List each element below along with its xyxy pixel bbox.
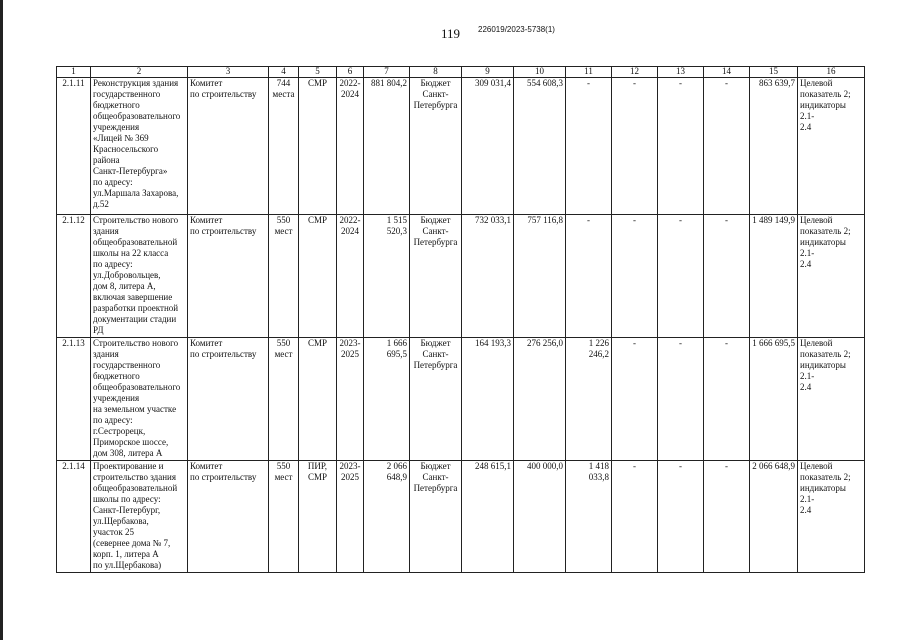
object-name: Проектирование и строительство здания общеобразовательной школы по адресу: Санкт-Петербург, ул.Щербакова, участок 25 (севернее дома № 7, корп. 1, литера А по ул.Щербакова) — [91, 461, 188, 573]
sum-value: 1 666 695,5 — [750, 338, 798, 461]
year-value: - — [612, 78, 658, 215]
year-value: 309 031,4 — [462, 78, 514, 215]
capacity: 550 мест — [269, 215, 299, 338]
year-value: 400 000,0 — [514, 461, 566, 573]
object-name: Строительство нового здания общеобразовательной школы на 22 класса по адресу: ул.Добровольцев, дом 8, литера А, включая завершение разработки проектной документации стадии РД — [91, 215, 188, 338]
total-cost: 1 515 520,3 — [364, 215, 410, 338]
total-cost: 2 066 648,9 — [364, 461, 410, 573]
year-value: - — [612, 215, 658, 338]
object-name: Строительство нового здания государственного бюджетного общеобразовательного учреждения на земельном участке по адресу: г.Сестрорецк, Приморское шоссе, дом 308, литера А — [91, 338, 188, 461]
work-type: СМР — [299, 78, 337, 215]
indicators: Целевой показатель 2; индикаторы 2.1- 2.4 — [798, 78, 865, 215]
object-name: Реконструкция здания государственного бюджетного общеобразовательного учреждения «Лицей № 369 Красносельского района Санкт-Петербурга» по адресу: ул.Маршала Захарова, д.52 — [91, 78, 188, 215]
year-value: 757 116,8 — [514, 215, 566, 338]
period: 2023- 2025 — [337, 338, 364, 461]
customer: Комитет по строительству — [188, 215, 269, 338]
funding-source: Бюджет Санкт- Петербурга — [410, 215, 462, 338]
total-cost: 881 804,2 — [364, 78, 410, 215]
year-value: 1 226 246,2 — [566, 338, 612, 461]
year-value: - — [566, 215, 612, 338]
customer: Комитет по строительству — [188, 78, 269, 215]
sum-value: 2 066 648,9 — [750, 461, 798, 573]
year-value: - — [658, 338, 704, 461]
period: 2022- 2024 — [337, 78, 364, 215]
year-value: - — [704, 461, 750, 573]
total-cost: 1 666 695,5 — [364, 338, 410, 461]
col-number: 12 — [612, 67, 658, 78]
col-number: 2 — [91, 67, 188, 78]
document-code: 226019/2023-5738(1) — [478, 25, 555, 34]
item-number: 2.1.12 — [57, 215, 91, 338]
col-number: 16 — [798, 67, 865, 78]
year-value: - — [704, 215, 750, 338]
col-number: 8 — [410, 67, 462, 78]
capacity: 550 мест — [269, 338, 299, 461]
col-number: 4 — [269, 67, 299, 78]
sum-value: 863 639,7 — [750, 78, 798, 215]
work-type: СМР — [299, 338, 337, 461]
year-value: 164 193,3 — [462, 338, 514, 461]
work-type: СМР — [299, 215, 337, 338]
table-row — [57, 78, 865, 215]
period: 2022- 2024 — [337, 215, 364, 338]
capacity: 744 места — [269, 78, 299, 215]
year-value: - — [612, 338, 658, 461]
indicators: Целевой показатель 2; индикаторы 2.1- 2.4 — [798, 215, 865, 338]
capacity: 550 мест — [269, 461, 299, 573]
col-number: 5 — [299, 67, 337, 78]
col-number: 7 — [364, 67, 410, 78]
program-table — [56, 66, 865, 573]
page-number: 119 — [441, 26, 461, 41]
col-number: 13 — [658, 67, 704, 78]
customer: Комитет по строительству — [188, 461, 269, 573]
year-value: 554 608,3 — [514, 78, 566, 215]
year-value: - — [612, 461, 658, 573]
table-row — [57, 215, 865, 338]
indicators: Целевой показатель 2; индикаторы 2.1- 2.4 — [798, 338, 865, 461]
year-value: - — [566, 78, 612, 215]
period: 2023- 2025 — [337, 461, 364, 573]
table-row — [57, 338, 865, 461]
year-value: 276 256,0 — [514, 338, 566, 461]
year-value: - — [658, 78, 704, 215]
col-number: 6 — [337, 67, 364, 78]
year-value: - — [658, 215, 704, 338]
sum-value: 1 489 149,9 — [750, 215, 798, 338]
table-row — [57, 461, 865, 573]
col-number: 10 — [514, 67, 566, 78]
customer: Комитет по строительству — [188, 338, 269, 461]
year-value: - — [704, 78, 750, 215]
column-number-row — [57, 67, 865, 78]
year-value: 1 418 033,8 — [566, 461, 612, 573]
funding-source: Бюджет Санкт- Петербурга — [410, 461, 462, 573]
col-number: 3 — [188, 67, 269, 78]
year-value: - — [658, 461, 704, 573]
col-number: 1 — [57, 67, 91, 78]
item-number: 2.1.14 — [57, 461, 91, 573]
scan-edge — [0, 0, 3, 640]
year-value: - — [704, 338, 750, 461]
col-number: 9 — [462, 67, 514, 78]
item-number: 2.1.11 — [57, 78, 91, 215]
year-value: 248 615,1 — [462, 461, 514, 573]
col-number: 15 — [750, 67, 798, 78]
item-number: 2.1.13 — [57, 338, 91, 461]
funding-source: Бюджет Санкт- Петербурга — [410, 78, 462, 215]
funding-source: Бюджет Санкт- Петербурга — [410, 338, 462, 461]
work-type: ПИР, СМР — [299, 461, 337, 573]
indicators: Целевой показатель 2; индикаторы 2.1- 2.4 — [798, 461, 865, 573]
col-number: 14 — [704, 67, 750, 78]
year-value: 732 033,1 — [462, 215, 514, 338]
col-number: 11 — [566, 67, 612, 78]
